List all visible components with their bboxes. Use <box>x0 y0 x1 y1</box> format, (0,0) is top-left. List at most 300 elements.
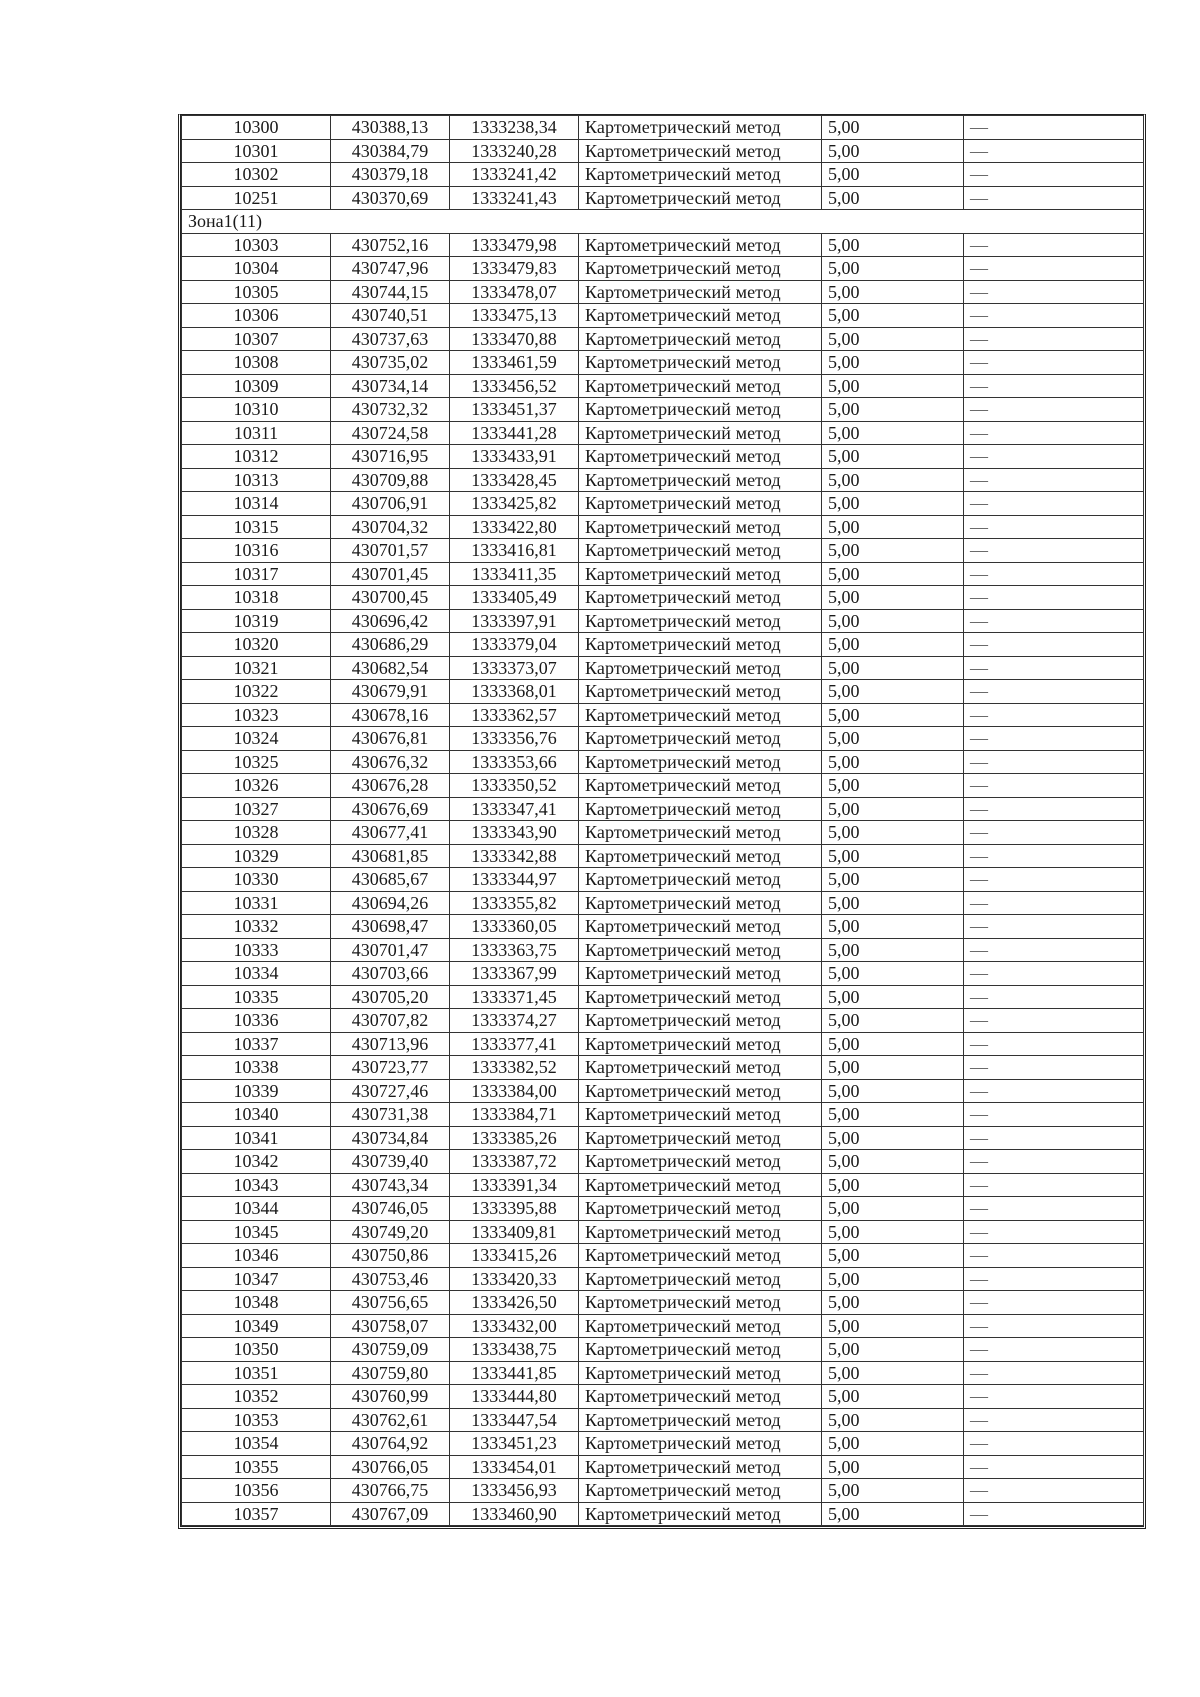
method-cell: Картометрический метод <box>579 797 822 821</box>
table-row <box>182 1056 1144 1080</box>
x-coordinate-cell: 430679,91 <box>331 680 450 704</box>
y-coordinate-cell: 1333454,01 <box>450 1455 579 1479</box>
method-cell: Картометрический метод <box>579 374 822 398</box>
description-cell: — <box>964 1267 1144 1291</box>
table-row <box>182 774 1144 798</box>
table-row <box>182 703 1144 727</box>
method-cell: Картометрический метод <box>579 938 822 962</box>
accuracy-cell: 5,00 <box>822 844 964 868</box>
method-cell: Картометрический метод <box>579 1291 822 1315</box>
accuracy-cell: 5,00 <box>822 1502 964 1526</box>
method-cell: Картометрический метод <box>579 915 822 939</box>
x-coordinate-cell: 430724,58 <box>331 421 450 445</box>
description-cell: — <box>964 1385 1144 1409</box>
description-cell: — <box>964 116 1144 140</box>
y-coordinate-cell: 1333460,90 <box>450 1502 579 1526</box>
accuracy-cell: 5,00 <box>822 280 964 304</box>
method-cell: Картометрический метод <box>579 1338 822 1362</box>
x-coordinate-cell: 430762,61 <box>331 1408 450 1432</box>
y-coordinate-cell: 1333441,28 <box>450 421 579 445</box>
method-cell: Картометрический метод <box>579 1103 822 1127</box>
method-cell: Картометрический метод <box>579 1479 822 1503</box>
table-row <box>182 374 1144 398</box>
table-row <box>182 1361 1144 1385</box>
point-number-cell: 10311 <box>182 421 331 445</box>
point-number-cell: 10308 <box>182 351 331 375</box>
description-cell: — <box>964 1502 1144 1526</box>
accuracy-cell: 5,00 <box>822 562 964 586</box>
zone-header-row <box>182 210 1144 234</box>
accuracy-cell: 5,00 <box>822 1103 964 1127</box>
table-row <box>182 1103 1144 1127</box>
accuracy-cell: 5,00 <box>822 163 964 187</box>
table-row <box>182 1079 1144 1103</box>
table-row <box>182 492 1144 516</box>
accuracy-cell: 5,00 <box>822 1220 964 1244</box>
y-coordinate-cell: 1333377,41 <box>450 1032 579 1056</box>
method-cell: Картометрический метод <box>579 1455 822 1479</box>
y-coordinate-cell: 1333241,42 <box>450 163 579 187</box>
point-number-cell: 10317 <box>182 562 331 586</box>
point-number-cell: 10318 <box>182 586 331 610</box>
y-coordinate-cell: 1333478,07 <box>450 280 579 304</box>
zone-label: Зона1(11) <box>182 210 1144 234</box>
x-coordinate-cell: 430753,46 <box>331 1267 450 1291</box>
method-cell: Картометрический метод <box>579 398 822 422</box>
point-number-cell: 10310 <box>182 398 331 422</box>
table-row <box>182 257 1144 281</box>
x-coordinate-cell: 430746,05 <box>331 1197 450 1221</box>
accuracy-cell: 5,00 <box>822 468 964 492</box>
x-coordinate-cell: 430370,69 <box>331 186 450 210</box>
x-coordinate-cell: 430676,69 <box>331 797 450 821</box>
description-cell: — <box>964 421 1144 445</box>
accuracy-cell: 5,00 <box>822 186 964 210</box>
description-cell: — <box>964 1079 1144 1103</box>
method-cell: Картометрический метод <box>579 186 822 210</box>
point-number-cell: 10300 <box>182 116 331 140</box>
description-cell: — <box>964 633 1144 657</box>
point-number-cell: 10328 <box>182 821 331 845</box>
point-number-cell: 10324 <box>182 727 331 751</box>
method-cell: Картометрический метод <box>579 1173 822 1197</box>
y-coordinate-cell: 1333362,57 <box>450 703 579 727</box>
x-coordinate-cell: 430749,20 <box>331 1220 450 1244</box>
y-coordinate-cell: 1333444,80 <box>450 1385 579 1409</box>
method-cell: Картометрический метод <box>579 586 822 610</box>
table-row <box>182 116 1144 140</box>
method-cell: Картометрический метод <box>579 304 822 328</box>
x-coordinate-cell: 430734,84 <box>331 1126 450 1150</box>
point-number-cell: 10340 <box>182 1103 331 1127</box>
point-number-cell: 10334 <box>182 962 331 986</box>
x-coordinate-cell: 430676,28 <box>331 774 450 798</box>
method-cell: Картометрический метод <box>579 609 822 633</box>
method-cell: Картометрический метод <box>579 844 822 868</box>
y-coordinate-cell: 1333379,04 <box>450 633 579 657</box>
accuracy-cell: 5,00 <box>822 139 964 163</box>
table-row <box>182 633 1144 657</box>
x-coordinate-cell: 430707,82 <box>331 1009 450 1033</box>
method-cell: Картометрический метод <box>579 727 822 751</box>
method-cell: Картометрический метод <box>579 492 822 516</box>
y-coordinate-cell: 1333374,27 <box>450 1009 579 1033</box>
point-number-cell: 10355 <box>182 1455 331 1479</box>
accuracy-cell: 5,00 <box>822 586 964 610</box>
point-number-cell: 10346 <box>182 1244 331 1268</box>
x-coordinate-cell: 430727,46 <box>331 1079 450 1103</box>
method-cell: Картометрический метод <box>579 750 822 774</box>
description-cell: — <box>964 797 1144 821</box>
method-cell: Картометрический метод <box>579 445 822 469</box>
point-number-cell: 10325 <box>182 750 331 774</box>
point-number-cell: 10350 <box>182 1338 331 1362</box>
point-number-cell: 10357 <box>182 1502 331 1526</box>
x-coordinate-cell: 430701,57 <box>331 539 450 563</box>
y-coordinate-cell: 1333241,43 <box>450 186 579 210</box>
x-coordinate-cell: 430766,75 <box>331 1479 450 1503</box>
y-coordinate-cell: 1333461,59 <box>450 351 579 375</box>
description-cell: — <box>964 139 1144 163</box>
description-cell: — <box>964 186 1144 210</box>
table-row <box>182 139 1144 163</box>
description-cell: — <box>964 891 1144 915</box>
method-cell: Картометрический метод <box>579 703 822 727</box>
table-row <box>182 304 1144 328</box>
table-row <box>182 327 1144 351</box>
accuracy-cell: 5,00 <box>822 539 964 563</box>
x-coordinate-cell: 430767,09 <box>331 1502 450 1526</box>
description-cell: — <box>964 374 1144 398</box>
x-coordinate-cell: 430709,88 <box>331 468 450 492</box>
point-number-cell: 10305 <box>182 280 331 304</box>
y-coordinate-cell: 1333451,37 <box>450 398 579 422</box>
method-cell: Картометрический метод <box>579 1267 822 1291</box>
table-row <box>182 163 1144 187</box>
x-coordinate-cell: 430740,51 <box>331 304 450 328</box>
point-number-cell: 10307 <box>182 327 331 351</box>
x-coordinate-cell: 430701,47 <box>331 938 450 962</box>
x-coordinate-cell: 430731,38 <box>331 1103 450 1127</box>
y-coordinate-cell: 1333425,82 <box>450 492 579 516</box>
point-number-cell: 10333 <box>182 938 331 962</box>
point-number-cell: 10321 <box>182 656 331 680</box>
point-number-cell: 10337 <box>182 1032 331 1056</box>
y-coordinate-cell: 1333441,85 <box>450 1361 579 1385</box>
table-row <box>182 445 1144 469</box>
description-cell: — <box>964 304 1144 328</box>
table-row <box>182 1173 1144 1197</box>
description-cell: — <box>964 985 1144 1009</box>
x-coordinate-cell: 430676,32 <box>331 750 450 774</box>
x-coordinate-cell: 430686,29 <box>331 633 450 657</box>
table-row <box>182 727 1144 751</box>
y-coordinate-cell: 1333438,75 <box>450 1338 579 1362</box>
description-cell: — <box>964 1173 1144 1197</box>
point-number-cell: 10332 <box>182 915 331 939</box>
x-coordinate-cell: 430706,91 <box>331 492 450 516</box>
description-cell: — <box>964 868 1144 892</box>
accuracy-cell: 5,00 <box>822 1126 964 1150</box>
method-cell: Картометрический метод <box>579 327 822 351</box>
x-coordinate-cell: 430388,13 <box>331 116 450 140</box>
y-coordinate-cell: 1333456,52 <box>450 374 579 398</box>
table-row <box>182 656 1144 680</box>
point-number-cell: 10354 <box>182 1432 331 1456</box>
description-cell: — <box>964 1244 1144 1268</box>
x-coordinate-cell: 430678,16 <box>331 703 450 727</box>
table-row <box>182 562 1144 586</box>
y-coordinate-cell: 1333405,49 <box>450 586 579 610</box>
accuracy-cell: 5,00 <box>822 938 964 962</box>
y-coordinate-cell: 1333470,88 <box>450 327 579 351</box>
accuracy-cell: 5,00 <box>822 515 964 539</box>
method-cell: Картометрический метод <box>579 1197 822 1221</box>
table-row <box>182 586 1144 610</box>
point-number-cell: 10329 <box>182 844 331 868</box>
method-cell: Картометрический метод <box>579 1079 822 1103</box>
point-number-cell: 10326 <box>182 774 331 798</box>
y-coordinate-cell: 1333416,81 <box>450 539 579 563</box>
table-row <box>182 351 1144 375</box>
method-cell: Картометрический метод <box>579 774 822 798</box>
description-cell: — <box>964 586 1144 610</box>
description-cell: — <box>964 1150 1144 1174</box>
description-cell: — <box>964 774 1144 798</box>
method-cell: Картометрический метод <box>579 1126 822 1150</box>
method-cell: Картометрический метод <box>579 233 822 257</box>
point-number-cell: 10306 <box>182 304 331 328</box>
point-number-cell: 10322 <box>182 680 331 704</box>
y-coordinate-cell: 1333342,88 <box>450 844 579 868</box>
table-row <box>182 539 1144 563</box>
description-cell: — <box>964 445 1144 469</box>
accuracy-cell: 5,00 <box>822 656 964 680</box>
x-coordinate-cell: 430743,34 <box>331 1173 450 1197</box>
accuracy-cell: 5,00 <box>822 1291 964 1315</box>
point-number-cell: 10330 <box>182 868 331 892</box>
description-cell: — <box>964 703 1144 727</box>
method-cell: Картометрический метод <box>579 1314 822 1338</box>
accuracy-cell: 5,00 <box>822 727 964 751</box>
table-row <box>182 750 1144 774</box>
accuracy-cell: 5,00 <box>822 374 964 398</box>
y-coordinate-cell: 1333415,26 <box>450 1244 579 1268</box>
method-cell: Картометрический метод <box>579 139 822 163</box>
table-row <box>182 821 1144 845</box>
method-cell: Картометрический метод <box>579 680 822 704</box>
y-coordinate-cell: 1333420,33 <box>450 1267 579 1291</box>
x-coordinate-cell: 430701,45 <box>331 562 450 586</box>
description-cell: — <box>964 938 1144 962</box>
method-cell: Картометрический метод <box>579 515 822 539</box>
description-cell: — <box>964 539 1144 563</box>
y-coordinate-cell: 1333371,45 <box>450 985 579 1009</box>
method-cell: Картометрический метод <box>579 633 822 657</box>
coordinates-table-body <box>182 116 1144 1526</box>
method-cell: Картометрический метод <box>579 421 822 445</box>
description-cell: — <box>964 821 1144 845</box>
table-row <box>182 1267 1144 1291</box>
table-row <box>182 1455 1144 1479</box>
y-coordinate-cell: 1333447,54 <box>450 1408 579 1432</box>
accuracy-cell: 5,00 <box>822 1338 964 1362</box>
accuracy-cell: 5,00 <box>822 233 964 257</box>
point-number-cell: 10341 <box>182 1126 331 1150</box>
description-cell: — <box>964 727 1144 751</box>
table-row <box>182 680 1144 704</box>
y-coordinate-cell: 1333451,23 <box>450 1432 579 1456</box>
point-number-cell: 10352 <box>182 1385 331 1409</box>
accuracy-cell: 5,00 <box>822 680 964 704</box>
point-number-cell: 10351 <box>182 1361 331 1385</box>
point-number-cell: 10336 <box>182 1009 331 1033</box>
x-coordinate-cell: 430758,07 <box>331 1314 450 1338</box>
coordinates-table <box>181 115 1144 1526</box>
accuracy-cell: 5,00 <box>822 1432 964 1456</box>
y-coordinate-cell: 1333367,99 <box>450 962 579 986</box>
y-coordinate-cell: 1333387,72 <box>450 1150 579 1174</box>
x-coordinate-cell: 430705,20 <box>331 985 450 1009</box>
y-coordinate-cell: 1333411,35 <box>450 562 579 586</box>
table-row <box>182 1126 1144 1150</box>
x-coordinate-cell: 430700,45 <box>331 586 450 610</box>
method-cell: Картометрический метод <box>579 1056 822 1080</box>
point-number-cell: 10309 <box>182 374 331 398</box>
method-cell: Картометрический метод <box>579 1244 822 1268</box>
x-coordinate-cell: 430735,02 <box>331 351 450 375</box>
y-coordinate-cell: 1333343,90 <box>450 821 579 845</box>
accuracy-cell: 5,00 <box>822 891 964 915</box>
accuracy-cell: 5,00 <box>822 1009 964 1033</box>
y-coordinate-cell: 1333428,45 <box>450 468 579 492</box>
description-cell: — <box>964 492 1144 516</box>
point-number-cell: 10339 <box>182 1079 331 1103</box>
description-cell: — <box>964 1432 1144 1456</box>
x-coordinate-cell: 430676,81 <box>331 727 450 751</box>
y-coordinate-cell: 1333432,00 <box>450 1314 579 1338</box>
x-coordinate-cell: 430682,54 <box>331 656 450 680</box>
accuracy-cell: 5,00 <box>822 116 964 140</box>
accuracy-cell: 5,00 <box>822 915 964 939</box>
y-coordinate-cell: 1333355,82 <box>450 891 579 915</box>
description-cell: — <box>964 915 1144 939</box>
point-number-cell: 10331 <box>182 891 331 915</box>
x-coordinate-cell: 430759,80 <box>331 1361 450 1385</box>
description-cell: — <box>964 656 1144 680</box>
description-cell: — <box>964 1479 1144 1503</box>
description-cell: — <box>964 1103 1144 1127</box>
description-cell: — <box>964 1220 1144 1244</box>
point-number-cell: 10327 <box>182 797 331 821</box>
y-coordinate-cell: 1333356,76 <box>450 727 579 751</box>
point-number-cell: 10349 <box>182 1314 331 1338</box>
accuracy-cell: 5,00 <box>822 351 964 375</box>
y-coordinate-cell: 1333384,71 <box>450 1103 579 1127</box>
accuracy-cell: 5,00 <box>822 445 964 469</box>
point-number-cell: 10323 <box>182 703 331 727</box>
accuracy-cell: 5,00 <box>822 1197 964 1221</box>
table-row <box>182 844 1144 868</box>
point-number-cell: 10343 <box>182 1173 331 1197</box>
method-cell: Картометрический метод <box>579 1432 822 1456</box>
accuracy-cell: 5,00 <box>822 821 964 845</box>
x-coordinate-cell: 430694,26 <box>331 891 450 915</box>
table-row <box>182 1502 1144 1526</box>
description-cell: — <box>964 1314 1144 1338</box>
point-number-cell: 10356 <box>182 1479 331 1503</box>
accuracy-cell: 5,00 <box>822 257 964 281</box>
accuracy-cell: 5,00 <box>822 1173 964 1197</box>
description-cell: — <box>964 609 1144 633</box>
table-row <box>182 985 1144 1009</box>
method-cell: Картометрический метод <box>579 562 822 586</box>
x-coordinate-cell: 430379,18 <box>331 163 450 187</box>
table-row <box>182 468 1144 492</box>
table-row <box>182 1150 1144 1174</box>
y-coordinate-cell: 1333422,80 <box>450 515 579 539</box>
table-row <box>182 515 1144 539</box>
point-number-cell: 10304 <box>182 257 331 281</box>
table-row <box>182 797 1144 821</box>
description-cell: — <box>964 398 1144 422</box>
point-number-cell: 10342 <box>182 1150 331 1174</box>
point-number-cell: 10251 <box>182 186 331 210</box>
description-cell: — <box>964 844 1144 868</box>
y-coordinate-cell: 1333384,00 <box>450 1079 579 1103</box>
description-cell: — <box>964 257 1144 281</box>
y-coordinate-cell: 1333426,50 <box>450 1291 579 1315</box>
x-coordinate-cell: 430713,96 <box>331 1032 450 1056</box>
accuracy-cell: 5,00 <box>822 797 964 821</box>
table-row <box>182 609 1144 633</box>
point-number-cell: 10338 <box>182 1056 331 1080</box>
accuracy-cell: 5,00 <box>822 868 964 892</box>
description-cell: — <box>964 1009 1144 1033</box>
description-cell: — <box>964 750 1144 774</box>
description-cell: — <box>964 562 1144 586</box>
accuracy-cell: 5,00 <box>822 962 964 986</box>
table-row <box>182 1479 1144 1503</box>
x-coordinate-cell: 430737,63 <box>331 327 450 351</box>
x-coordinate-cell: 430704,32 <box>331 515 450 539</box>
description-cell: — <box>964 233 1144 257</box>
accuracy-cell: 5,00 <box>822 609 964 633</box>
y-coordinate-cell: 1333347,41 <box>450 797 579 821</box>
description-cell: — <box>964 1338 1144 1362</box>
x-coordinate-cell: 430764,92 <box>331 1432 450 1456</box>
accuracy-cell: 5,00 <box>822 750 964 774</box>
table-row <box>182 421 1144 445</box>
accuracy-cell: 5,00 <box>822 304 964 328</box>
method-cell: Картометрический метод <box>579 868 822 892</box>
method-cell: Картометрический метод <box>579 1220 822 1244</box>
description-cell: — <box>964 468 1144 492</box>
description-cell: — <box>964 280 1144 304</box>
point-number-cell: 10314 <box>182 492 331 516</box>
y-coordinate-cell: 1333391,34 <box>450 1173 579 1197</box>
x-coordinate-cell: 430696,42 <box>331 609 450 633</box>
description-cell: — <box>964 327 1144 351</box>
method-cell: Картометрический метод <box>579 962 822 986</box>
point-number-cell: 10335 <box>182 985 331 1009</box>
table-row <box>182 938 1144 962</box>
accuracy-cell: 5,00 <box>822 774 964 798</box>
accuracy-cell: 5,00 <box>822 492 964 516</box>
accuracy-cell: 5,00 <box>822 327 964 351</box>
description-cell: — <box>964 351 1144 375</box>
y-coordinate-cell: 1333350,52 <box>450 774 579 798</box>
